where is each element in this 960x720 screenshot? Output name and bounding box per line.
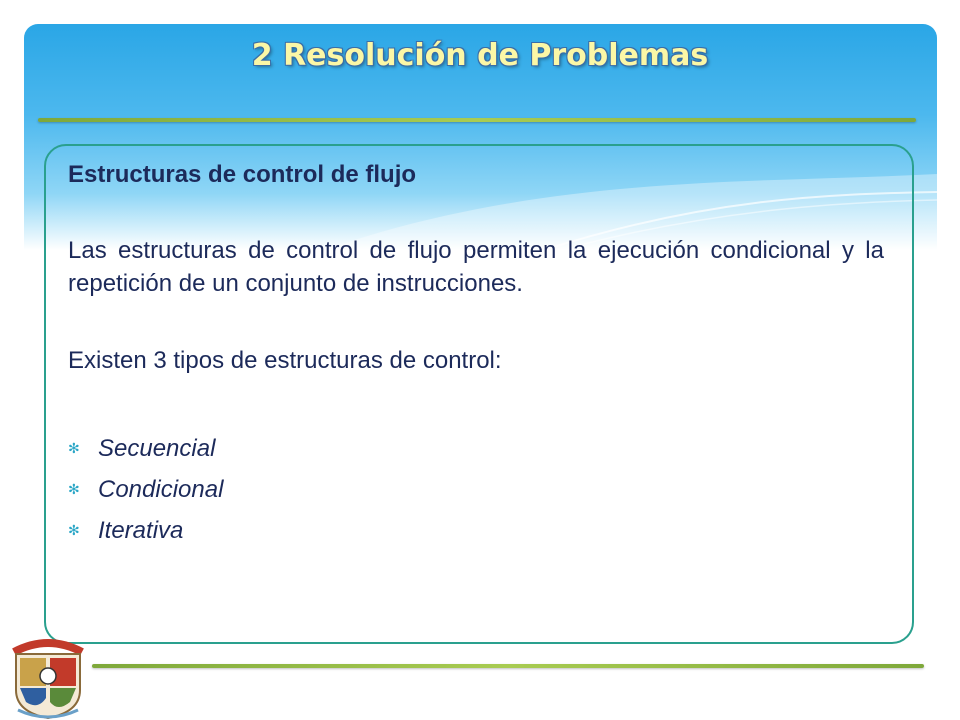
list-item <box>68 510 884 551</box>
list-item-label: Secuencial <box>98 435 216 462</box>
section-heading: Estructuras de control de flujo <box>68 161 417 188</box>
types-intro: Existen 3 tipos de estructuras de control: <box>68 347 502 374</box>
list-item <box>68 428 884 469</box>
control-types-list <box>68 428 884 551</box>
list-item-label: Iterativa <box>98 517 184 544</box>
list-item <box>68 469 884 510</box>
footer-divider <box>92 664 924 668</box>
asterisk-bullet-icon: ✻ <box>68 440 80 456</box>
description-paragraph: Las estructuras de control de flujo permiten la ejecución condicional y la repetición de un conjunto de instrucciones. <box>68 237 884 297</box>
list-item-label: Condicional <box>98 476 224 503</box>
engineering-faculty-logo-icon <box>8 632 88 720</box>
slide-title: 2 Resolución de Problemas <box>251 38 709 73</box>
title-divider <box>38 118 916 122</box>
slide-body <box>68 160 884 551</box>
asterisk-bullet-icon: ✻ <box>68 481 80 497</box>
asterisk-bullet-icon: ✻ <box>68 522 80 538</box>
